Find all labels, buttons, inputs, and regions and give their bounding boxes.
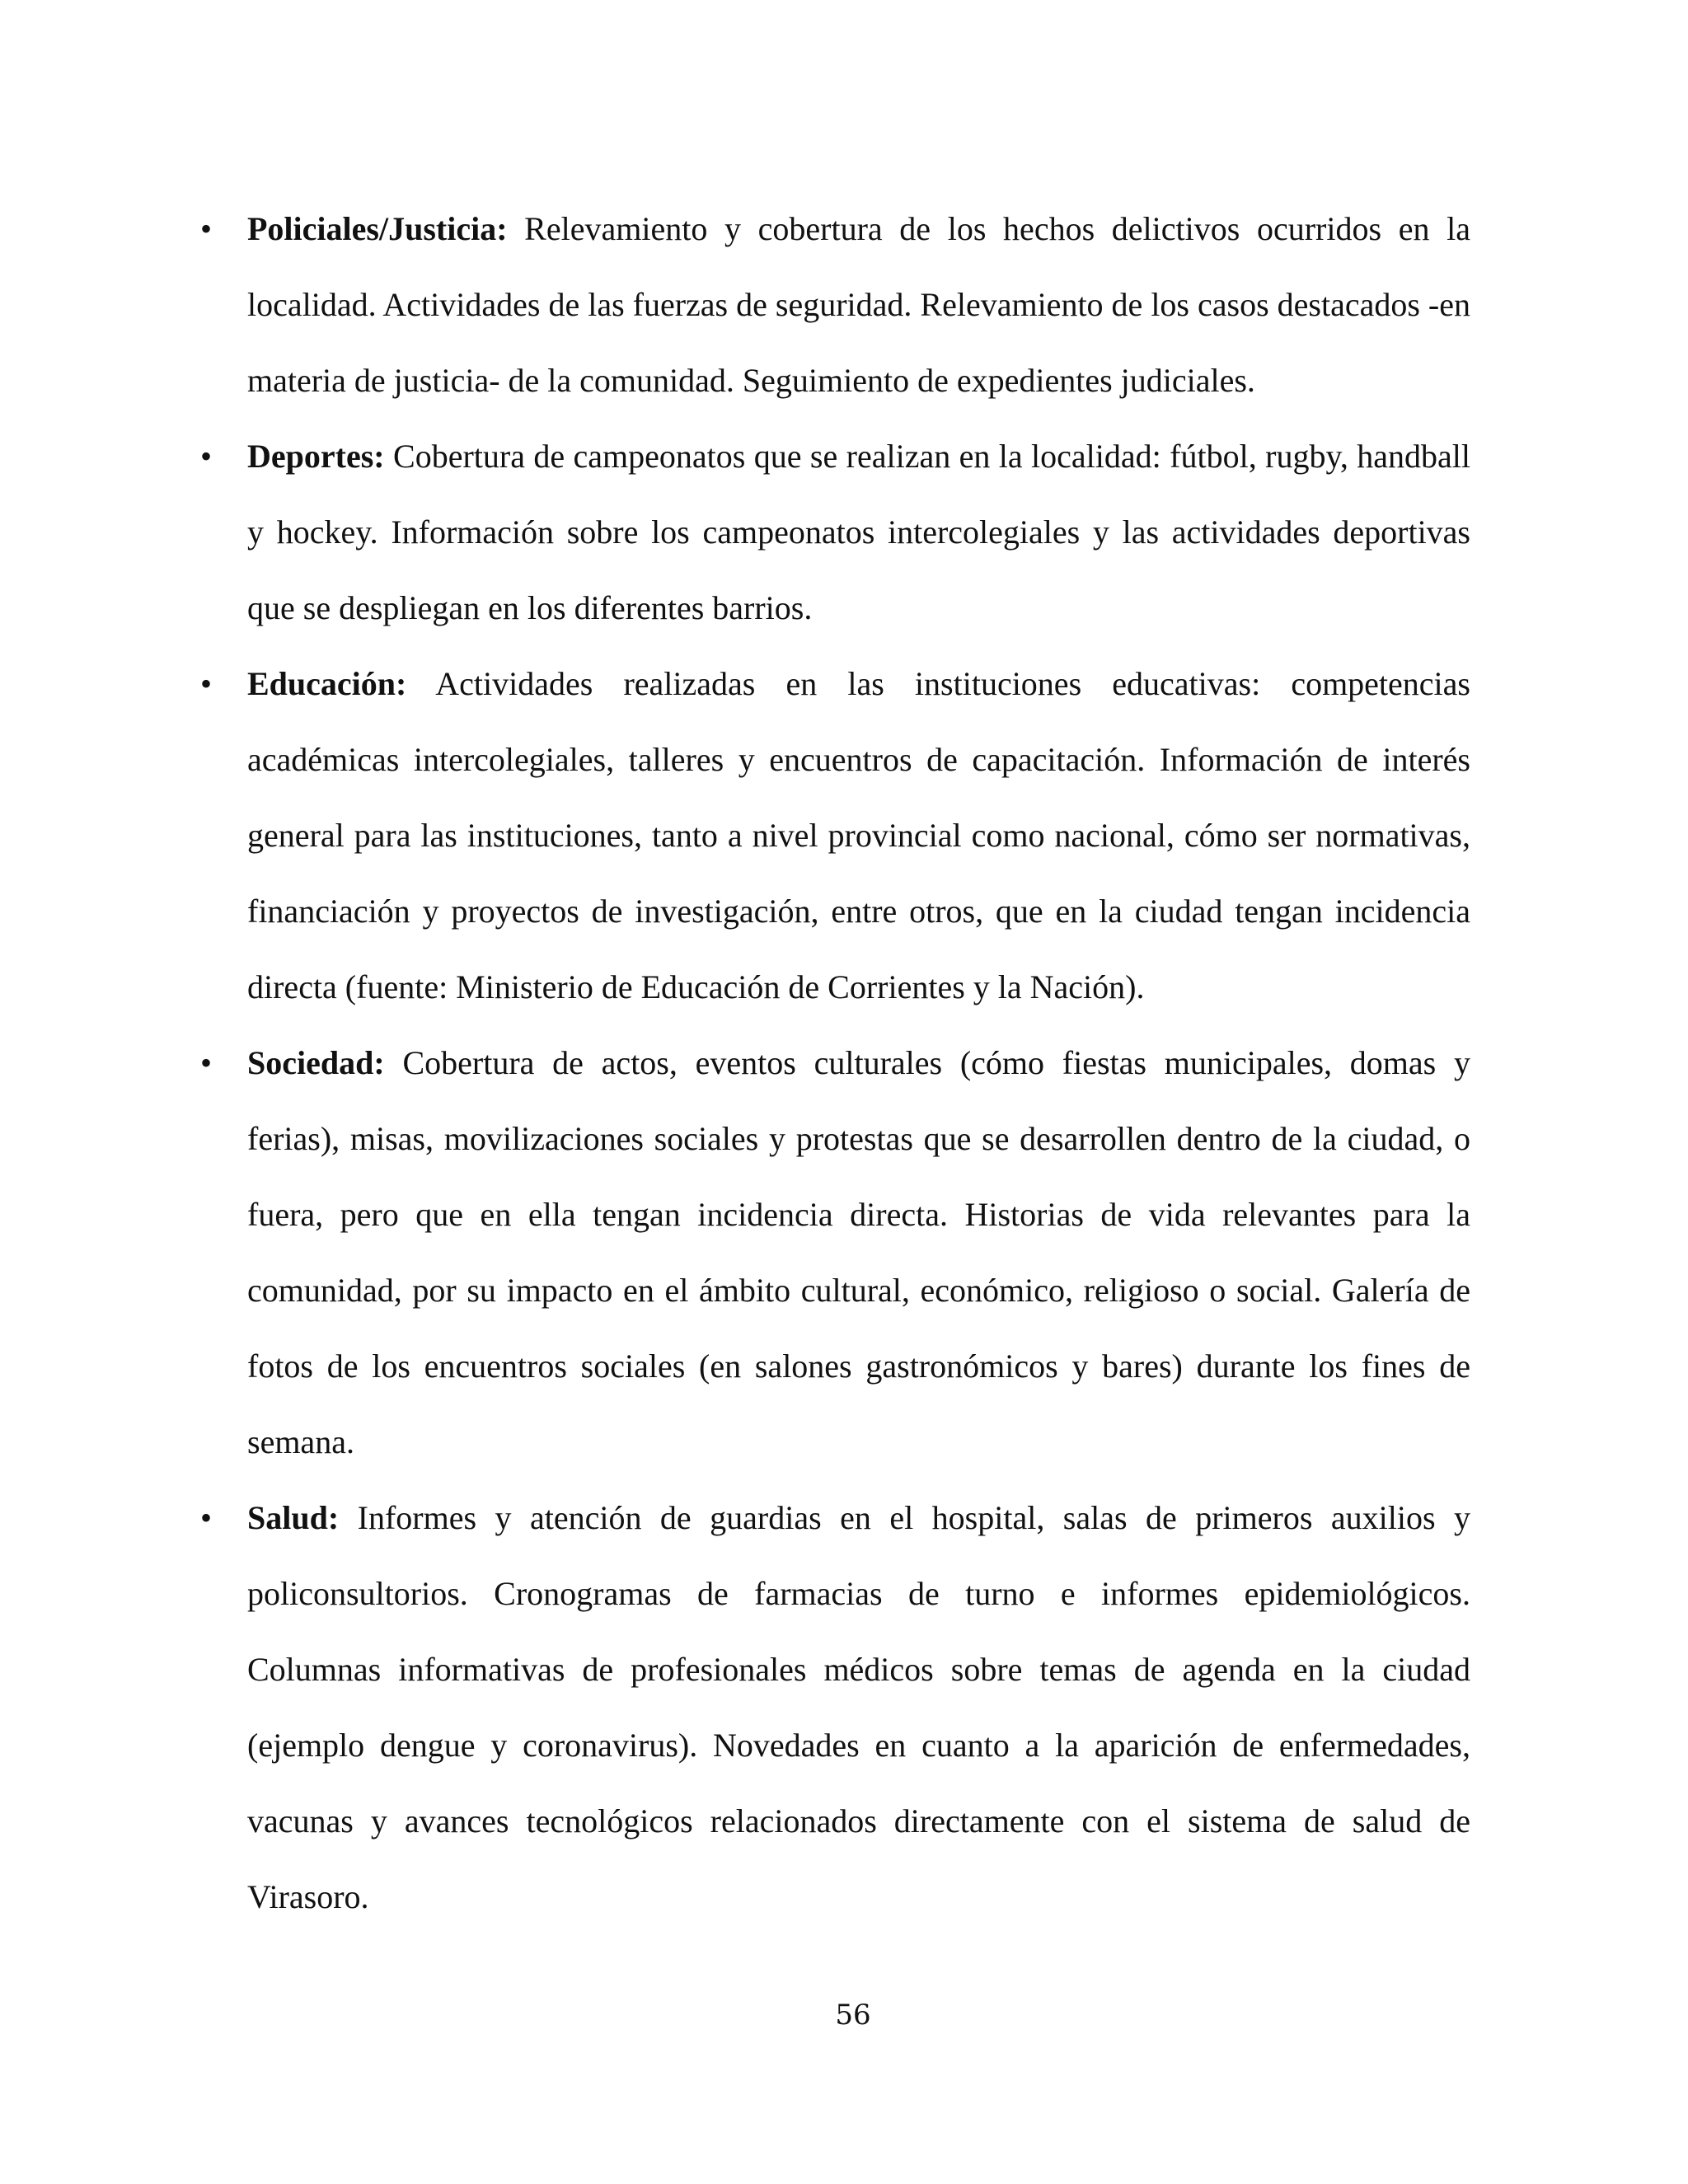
item-text: Informes y atención de guardias en el hospital, salas de primeros auxilios y policonsultorios. Cronogramas de farmacias de turno e informes epidemiológicos. Columnas informativas de profesionales médicos sobre temas de agenda en la ciudad (ejemplo dengue y coronavirus). Novedades en cuanto a la aparición de enfermedades, vacunas y avances tecnológicos relacionados directamente con el sistema de salud de Virasoro. (247, 1499, 1470, 1915)
item-text: Cobertura de campeonatos que se realizan en la localidad: fútbol, rugby, handball y hockey. Información sobre los campeonatos intercolegiales y las actividades deportivas que se despliegan en los diferentes barrios. (247, 438, 1470, 626)
bullet-icon: • (199, 665, 212, 702)
item-text: Cobertura de actos, eventos culturales (cómo fiestas municipales, domas y ferias), misas, movilizaciones sociales y protestas que se desarrollen dentro de la ciudad, o fuera, pero que en ella tengan incidencia directa. Historias de vida relevantes para la comunidad, por su impacto en el ámbito cultural, económico, religioso o social. Galería de fotos de los encuentros sociales (en salones gastronómicos y bares) durante los fines de semana. (247, 1044, 1470, 1460)
bullet-icon: • (199, 210, 212, 247)
list-item-sociedad (199, 1025, 1470, 1480)
item-text: Actividades realizadas en las instituciones educativas: competencias académicas intercolegiales, talleres y encuentros de capacitación. Información de interés general para las instituciones, tanto a nivel provincial como nacional, cómo ser normativas, financiación y proyectos de investigación, entre otros, que en la ciudad tengan incidencia directa (fuente: Ministerio de Educación de Corrientes y la Nación). (247, 665, 1470, 1005)
list-item-educacion (199, 646, 1470, 1025)
list-item-salud (199, 1480, 1470, 1935)
list-item-policiales (199, 191, 1470, 419)
item-heading: Salud: (247, 1499, 340, 1536)
bullet-icon: • (199, 438, 212, 475)
item-heading: Deportes: (247, 438, 385, 475)
list-item-deportes (199, 419, 1470, 646)
topic-bullet-list (199, 191, 1470, 1935)
bullet-icon: • (199, 1499, 212, 1536)
item-text: Relevamiento y cobertura de los hechos delictivos ocurridos en la localidad. Actividades de las fuerzas de seguridad. Relevamiento de los casos destacados -en materia de justicia- de la comunidad. Seguimiento de expedientes judiciales. (247, 210, 1470, 399)
bullet-icon: • (199, 1044, 212, 1081)
page-number: 56 (835, 1999, 871, 2032)
item-heading: Sociedad: (247, 1044, 385, 1081)
item-heading: Policiales/Justicia: (247, 210, 508, 247)
item-heading: Educación: (247, 665, 407, 702)
